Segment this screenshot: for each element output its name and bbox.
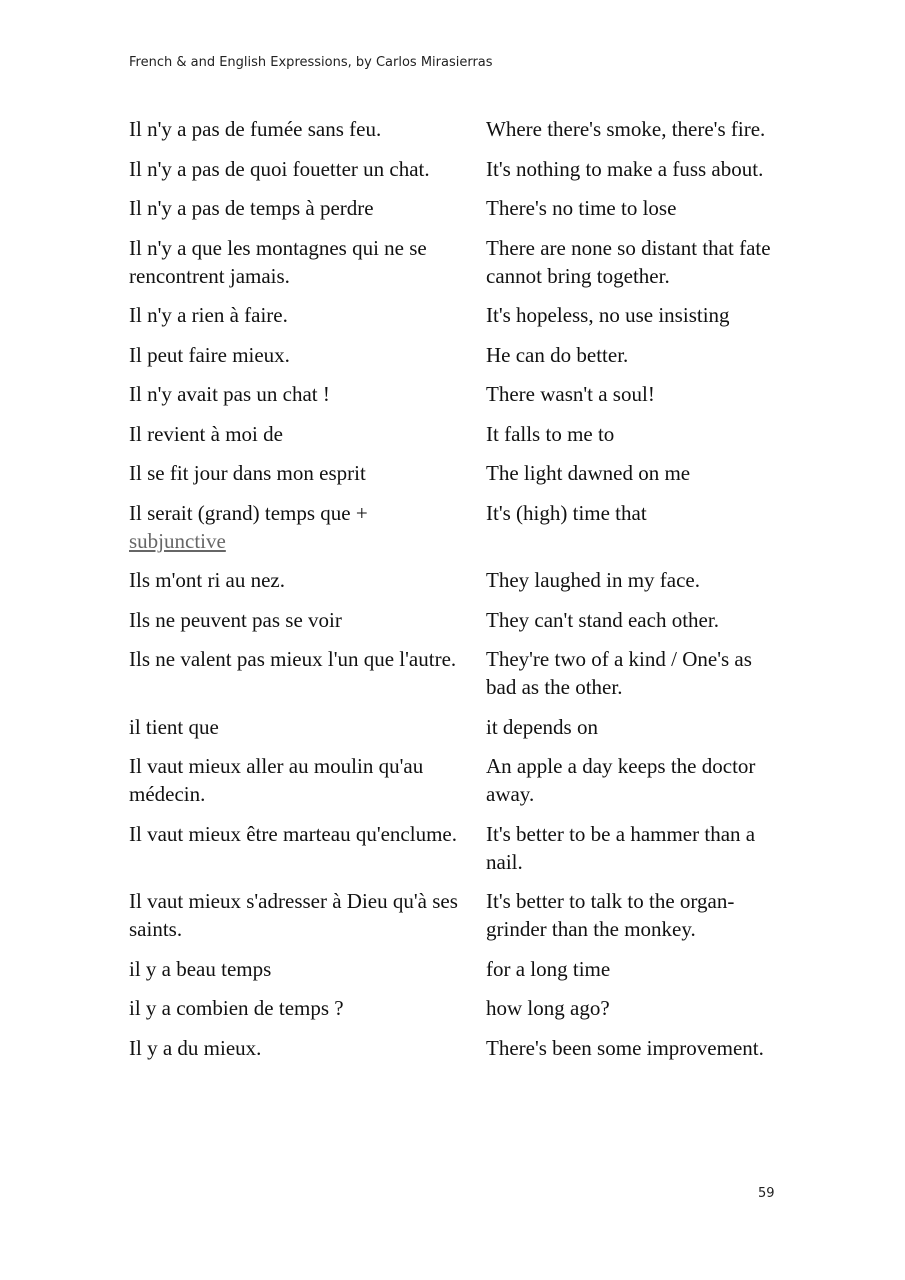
french-expression: Il y a du mieux. xyxy=(129,1035,262,1060)
french-expression xyxy=(129,499,486,555)
french-expression: il tient que xyxy=(129,714,219,739)
expression-row xyxy=(129,301,789,329)
french-expression: Il peut faire mieux. xyxy=(129,342,290,367)
expression-row xyxy=(129,499,789,555)
english-translation: There's been some improvement. xyxy=(486,1035,764,1060)
english-translation: He can do better. xyxy=(486,342,629,367)
english-translation: An apple a day keeps the doctor away. xyxy=(486,754,756,806)
french-expression: il y a beau temps xyxy=(129,956,272,981)
expression-row xyxy=(129,234,789,290)
english-translation: it depends on xyxy=(486,714,598,739)
expression-row xyxy=(129,752,789,808)
expression-row xyxy=(129,994,789,1022)
english-translation: There wasn't a soul! xyxy=(486,382,655,406)
expression-row xyxy=(129,955,789,983)
french-expression: Ils ne valent pas mieux l'un que l'autre. xyxy=(129,647,457,671)
english-translation: Where there's smoke, there's fire. xyxy=(486,117,766,141)
french-expression: il y a combien de temps ? xyxy=(129,996,344,1020)
expression-row xyxy=(129,820,789,876)
english-translation: It falls to me to xyxy=(486,421,615,446)
english-translation: There's no time to lose xyxy=(486,196,677,220)
english-translation: It's hopeless, no use insisting xyxy=(486,303,730,327)
french-expression: Il n'y avait pas un chat ! xyxy=(129,382,330,406)
french-expression: Il vaut mieux aller au moulin qu'au médecin. xyxy=(129,754,424,806)
french-expression: Il revient à moi de xyxy=(129,421,283,446)
english-translation: It's better to talk to the organ-grinder than the monkey. xyxy=(486,889,735,941)
expression-row xyxy=(129,645,789,701)
english-translation: There are none so distant that fate cannot bring together. xyxy=(486,235,771,288)
english-translation: It's better to be a hammer than a nail. xyxy=(486,821,756,874)
english-translation: for a long time xyxy=(486,956,611,981)
expression-row xyxy=(129,380,789,408)
french-expression: Ils ne peuvent pas se voir xyxy=(129,607,342,632)
english-translation: It's nothing to make a fuss about. xyxy=(486,156,764,181)
french-expression: Il n'y a que les montagnes qui ne se rencontrent jamais. xyxy=(129,235,427,288)
french-expression: Il n'y a pas de quoi fouetter un chat. xyxy=(129,156,430,181)
expression-row xyxy=(129,606,789,634)
page-number: 59 xyxy=(758,1186,775,1201)
english-translation: They're two of a kind / One's as bad as the other. xyxy=(486,647,752,699)
expression-row xyxy=(129,459,789,487)
subjunctive-link[interactable]: subjunctive xyxy=(129,528,226,553)
french-expression: Il vaut mieux être marteau qu'enclume. xyxy=(129,821,457,846)
english-translation: how long ago? xyxy=(486,996,610,1020)
expression-row xyxy=(129,115,789,143)
french-expression: Il n'y a pas de fumée sans feu. xyxy=(129,117,382,141)
french-expression: Ils m'ont ri au nez. xyxy=(129,568,285,592)
expression-row xyxy=(129,566,789,594)
expression-row xyxy=(129,887,789,943)
expressions-table xyxy=(129,115,789,1073)
english-translation: The light dawned on me xyxy=(486,461,691,485)
french-expression: Il n'y a pas de temps à perdre xyxy=(129,196,374,220)
english-translation: They laughed in my face. xyxy=(486,568,700,592)
english-translation: They can't stand each other. xyxy=(486,607,719,632)
expression-row xyxy=(129,1034,789,1062)
french-expression: Il n'y a rien à faire. xyxy=(129,303,288,327)
expression-row xyxy=(129,341,789,369)
expression-row xyxy=(129,155,789,183)
running-header: French & and English Expressions, by Carlos Mirasierras xyxy=(129,55,493,70)
french-expression: Il vaut mieux s'adresser à Dieu qu'à ses saints. xyxy=(129,889,458,941)
french-expression: Il se fit jour dans mon esprit xyxy=(129,461,366,485)
expression-row xyxy=(129,713,789,741)
english-translation: It's (high) time that xyxy=(486,500,647,525)
expression-row xyxy=(129,194,789,222)
expression-row xyxy=(129,420,789,448)
french-expression-text: Il serait (grand) temps que + xyxy=(129,500,368,525)
